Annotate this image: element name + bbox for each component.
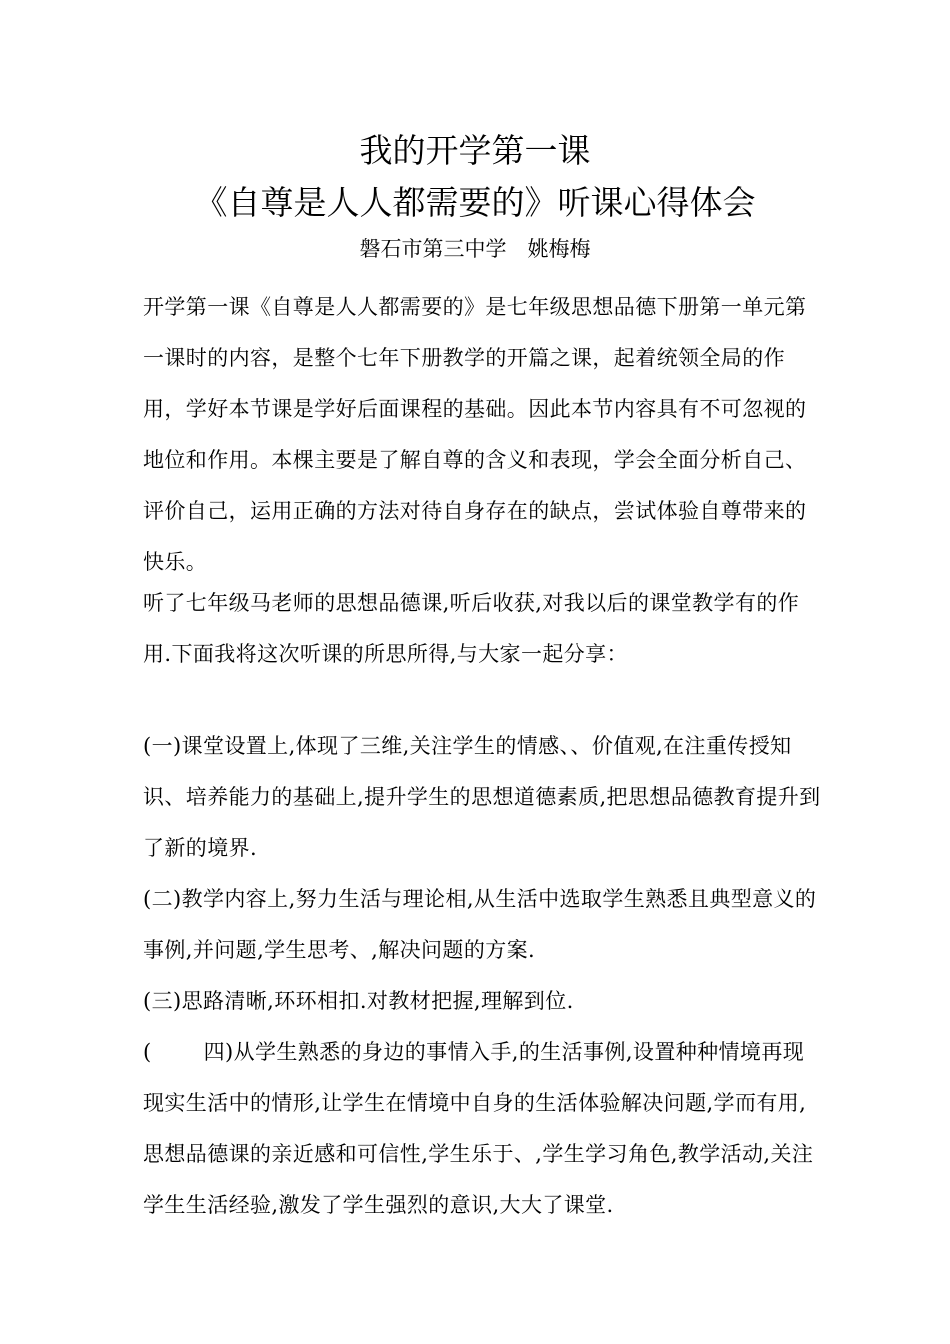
points-list <box>143 721 823 1231</box>
listen-paragraph: 听了七年级马老师的思想品德课,听后收获,对我以后的课堂教学有的作用.下面我将这次听课的所思所得,与大家一起分享： <box>143 591 800 666</box>
document-title-line2: 《自尊是人人都需要的》听课心得体会 <box>194 183 756 222</box>
document-title-line1: 我的开学第一课 <box>359 131 591 170</box>
intro-block <box>143 282 823 588</box>
point-item-4-text: 四)从学生熟悉的身边的事情入手,的生活事例,设置种种情境再现现实生活中的情形,让学生在情境中自身的生活体验解决问题,学而有用,思想品德课的亲近感和可信性,学生乐于、,学生学习角色,教学活动,关注学生生活经验,激发了学生强烈的意识,大大了课堂. <box>143 1040 814 1217</box>
listen-block <box>143 578 823 680</box>
point-item-4-open-paren: ( <box>143 1040 152 1064</box>
point-item-3: (三)思路清晰,环环相扣.对教材把握,理解到位. <box>143 989 574 1013</box>
point-item-2: (二)教学内容上,努力生活与理论相,从生活中选取学生熟悉且典型意义的事例,并问题,学生思考、,解决问题的方案. <box>143 887 817 962</box>
point-item-1: (一)课堂设置上,体现了三维,关注学生的情感、、价值观,在注重传授知识、培养能力的基础上,提升学生的思想道德素质,把思想品德教育提升到了新的境界. <box>143 734 821 860</box>
intro-paragraph: 开学第一课《自尊是人人都需要的》是七年级思想品德下册第一单元第一课时的内容，是整个七年下册教学的开篇之课，起着统领全局的作用，学好本节课是学好后面课程的基础。因此本节内容具有不可忽视的地位和作用。本棵主要是了解自尊的含义和表现，学会全面分析自己、评价自己，运用正确的方法对待自身存在的缺点，尝试体验自尊带来的快乐。 <box>143 295 807 574</box>
point-item-4 <box>143 1027 823 1231</box>
author-line: 磐石市第三中学 姚梅梅 <box>359 237 591 261</box>
